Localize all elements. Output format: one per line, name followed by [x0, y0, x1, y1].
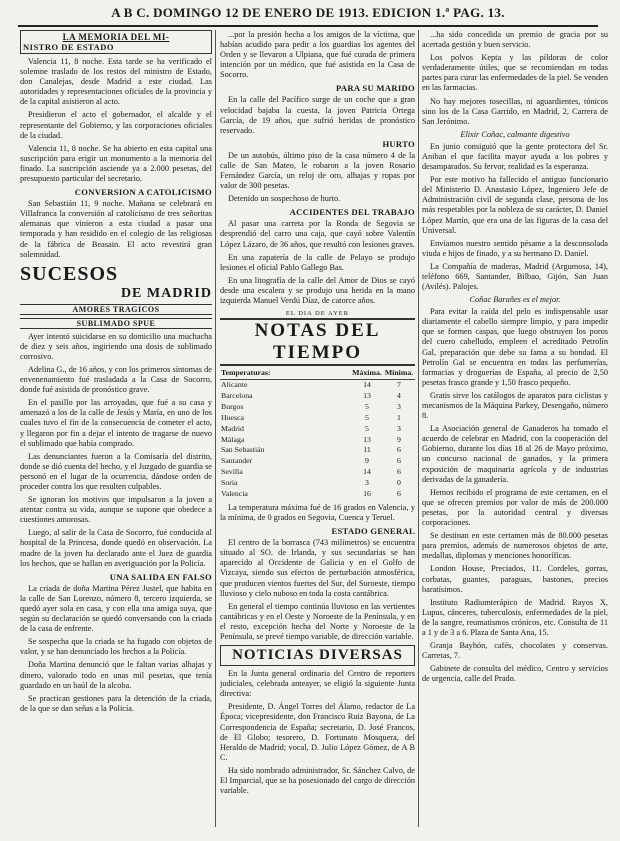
- paragraph: Adelina G., de 16 años, y con los primeros síntomas de envenenamiento fué trasladada a la Casa de Socorro, donde fué asistida de pronóstico grave.: [20, 364, 212, 395]
- paragraph: En junio consiguió que la gente protectora del Sr. Aniban el que facilita mayor ayuda a los pobres y desamparados. Su fervor, realidad es la esperanza.: [422, 141, 608, 172]
- temp-max-cell: 5: [365, 401, 369, 411]
- column-2: [220, 30, 415, 827]
- paragraph: London House, Preciados, 11. Cordeles, gorras, corbatas, guantes, paraguas, bastones, precios baratísimos.: [422, 564, 608, 594]
- temp-min-cell: 6: [397, 467, 401, 477]
- temp-min-cell: 4: [397, 390, 401, 400]
- column-rule: [418, 30, 419, 827]
- temp-max-cell: 13: [363, 390, 371, 400]
- subheading: PARA SU MARIDO: [336, 83, 415, 94]
- temp-city-cell: Alicante: [221, 379, 248, 389]
- temp-city-cell: Sevilla: [221, 467, 243, 477]
- paragraph: Presidente, D. Ángel Torres del Álamo, redactor de La Época; vicepresidente, don Francisco Ruiz Bayona, de La Correspondencia de España; secretario, D. José Francos, de El Globo; tesorero, D. Fortunato Mosquera, del Heraldo de Madrid; vocal, D. Julio López Gómez, de A B C.: [220, 702, 415, 762]
- paragraph: Instituto Radiumterápico de Madrid. Rayos X, Lupus, cánceres, tuberculosis, enfermedades de la piel, de la sangre, reumatismos crónicos, etc. Consulta de 11 a 1 y de 3 a 6. Plaza de Santa Ana, 15.: [422, 597, 608, 637]
- temp-city-cell: San Sebastián: [221, 445, 265, 455]
- subheading: SUBLIMADO SPUE: [20, 318, 212, 329]
- paragraph: Granja Bayhón, cafés, chocolates y conservas. Carretas, 7.: [422, 641, 608, 661]
- table-row: [220, 445, 415, 456]
- advert-line: Coñac Barañes es el mejor.: [469, 295, 561, 305]
- paragraph: Se destinan en este certamen más de 80.000 pesetas para premios, además de numerosos objetos de arte, medallas, diplomas y menciones honoríficas.: [422, 531, 608, 561]
- paragraph: Luego, al salir de la Casa de Socorro, fué conducida al hospital de la Princesa, donde quedó en observación. La madre de la joven ha declarado ante el Juez de guardia los hechos, que se hallan en averiguación por la Policía.: [20, 528, 212, 568]
- paragraph: Doña Martina denunció que le faltan varias alhajas y dinero, valorado todo en unas mil pesetas, que tenía guardado en un baúl de la alcoba.: [20, 660, 212, 690]
- temp-min-cell: 6: [397, 456, 401, 466]
- kicker: EL DIA DE AYER: [285, 310, 350, 318]
- table-row: [220, 424, 415, 435]
- temp-max-cell: 3: [365, 478, 369, 488]
- subheading: ESTADO GENERAL: [331, 526, 415, 537]
- paragraph: Gabinete de consulta del médico, Centro y servicios de urgencia, calle del Prado.: [422, 664, 608, 684]
- page-header: A B C. DOMINGO 12 DE ENERO DE 1913. EDICION 1.ª PAG. 13.: [18, 5, 598, 27]
- temp-max-cell: 13: [363, 434, 371, 444]
- temp-city-cell: Huesca: [221, 412, 244, 422]
- section-title-sucesos: SUCESOS: [20, 262, 119, 285]
- column-rule: [215, 30, 216, 827]
- temp-min-cell: 3: [397, 423, 401, 433]
- temp-min-cell: 3: [397, 401, 401, 411]
- temp-min-cell: 0: [397, 478, 401, 488]
- temp-max-cell: 5: [365, 423, 369, 433]
- paragraph: ...por la presión hecha a los amigos de la víctima, que habían acudido para pedir a los guardias los agentes del Orden y se llevaron a Ulpiana, que fué curada de primera intención por un médico, que fué asistida en la Casa de Socorro.: [220, 30, 415, 80]
- paragraph: Se sospecha que la criada se ha fugado con objetos de valor, y se han denunciado los hechos a la Policía.: [20, 637, 212, 657]
- paragraph: Hemos recibido el programa de este certamen, en el que se ofrecen premios por valor de más de 200.000 pesetas, por la autoridad central y diversas corporaciones.: [422, 487, 608, 528]
- paragraph: La temperatura máxima fué de 16 grados en Valencia, y la mínima, de 0 grados en Segovia, Cuenca y Teruel.: [220, 502, 415, 523]
- temp-city-cell: Barcelona: [221, 390, 253, 400]
- paragraph: San Sebastián 11, 9 noche. Mañana se celebrará en Villafranca la conversión al catolicismo de tres señoritas alemanas que vinieron a esta ciudad a pasar una temporada y han residido en el colegio de las religiosas de la fábrica de Beasain. El acto revestirá gran solemnidad.: [20, 199, 212, 259]
- temp-max-cell: 14: [363, 379, 371, 389]
- section-title-noticias: NOTICIAS DIVERSAS: [220, 645, 415, 666]
- paragraph: Valencia 11, 8 noche. Se ha abierto en esta capital una suscripción para erigir un monumento a la memoria del finado. La suscripción asciende ya a 2.000 pesetas, del presupuesto particular del secretario.: [20, 143, 212, 184]
- temp-min-cell: 6: [397, 489, 401, 499]
- table-row: [220, 402, 415, 413]
- table-row: [220, 391, 415, 402]
- temp-min-cell: 7: [397, 379, 401, 389]
- subheading: AMORES TRAGICOS: [20, 304, 212, 315]
- paragraph: Gratis sirve los catálogos de aparatos para ciclistas y mecanismos de la Máquina Parkey, Desengaño, número 8.: [422, 390, 608, 421]
- temp-city-cell: Burgos: [221, 401, 244, 411]
- paragraph: La criada de doña Martina Pérez Justel, que habita en la calle de San Lorenzo, número 8, tercero izquierda, se quedó ayer sola en casa, y con ella una amiga suya, que según su declaración se quedó conversando con la criada de la casa de enfrente.: [20, 583, 212, 634]
- paragraph: Presidieron el acto el gobernador, el alcalde y el representante del Gobierno, y las corporaciones oficiales de la ciudad.: [20, 110, 212, 140]
- paragraph: ...ha sido concedida un premio de gracia por su acertada gestión y buen servicio.: [422, 30, 608, 50]
- paragraph: Por este motivo ha fallecido el antiguo funcionario del Ministerio D. Anastasio López, Ingeniero Jefe de Administración civil de segunda clase, persona de los más respetables por la nobleza de su carácter, D. Daniel López Martín, que era una de las figuras de la casa del Universal.: [422, 175, 608, 235]
- advert-line: Elixir Coñac, calmante digestivo: [460, 129, 570, 139]
- table-row: [220, 379, 415, 390]
- paragraph: Ha sido nombrado administrador, Sr. Sánchez Calvo, de El Imparcial, que se ha posesionado del cargo de dirección variable.: [220, 765, 415, 796]
- paragraph: En general el tiempo continúa lluvioso en las vertientes cantábricas y en el Oeste y Noroeste de la Península, y en el resto, excepción hecha del Norte y Noroeste de la Península, se prevé tiempo variable, de dirección variable.: [220, 601, 415, 641]
- paragraph: En el pasillo por las arroyadas, que fué a su casa y amenazó a los de la calle de Jesús y María, en uno de los cuales tuvo el fin de la consecuencia de cometer el acto, y llegaron por fin a dejar el intento de tragarse de nuevo el sublimado que había comprado.: [20, 398, 212, 448]
- table-header: Mínima.: [383, 368, 415, 379]
- subheading: UNA SALIDA EN FALSO: [109, 571, 212, 582]
- section-title-notas: NOTAS DEL TIEMPO: [220, 318, 415, 366]
- table-row: [220, 489, 415, 500]
- temp-city-cell: Santander: [221, 456, 253, 466]
- table-row: [220, 478, 415, 489]
- paragraph: En una zapatería de la calle de Pelayo se produjo lesiones el oficial Pablo Gallego Bas.: [220, 252, 415, 272]
- paragraph: La Compañía de maderas, Madrid (Argumosa, 14), teléfono 669, Santander, Bilbao, Gijón, San Juan (Avilés). Palojes.: [422, 261, 608, 292]
- temp-max-cell: 14: [363, 467, 371, 477]
- paragraph: La Asociación general de Ganaderos ha tomado el acuerdo de celebrar en Madrid, con la cooperación del Gobierno, durante los días 18 al 26 de Mayo próximo, un concurso nacional de ganados, y la primera exposición de maquinaria agrícola y de industrias derivadas de la ganadería.: [422, 424, 608, 484]
- table-row: [220, 467, 415, 478]
- paragraph: En la calle del Pacífico surge de un coche que a gran velocidad bajaba la cuesta, la joven Patricia Ortega García, de 19 años, que sufrió heridas de pronóstico reservado.: [220, 95, 415, 135]
- headline-memoria: LA MEMORIA DEL MI- NISTRO DE ESTADO: [20, 30, 212, 54]
- table-header: Máxima.: [351, 368, 383, 379]
- temp-city-cell: Soria: [221, 478, 238, 488]
- paragraph: Se ignoran los motivos que impulsaron a la joven a atentar contra su vida, aunque se supone que obedece a cuestiones amorosas.: [20, 495, 212, 525]
- temp-city-cell: Valencia: [221, 489, 248, 499]
- subheading: ACCIDENTES DEL TRABAJO: [289, 207, 415, 218]
- paragraph: Ayer intentó suicidarse en su domicilio una muchacha de diez y seis años, ingiriendo una dosis de sublimado corrosivo.: [20, 331, 212, 361]
- temperature-table: [220, 368, 415, 500]
- section-title-madrid: DE MADRID: [120, 285, 212, 301]
- temp-max-cell: 11: [363, 445, 371, 455]
- paragraph: En la Junta general ordinaria del Centro de reporters judiciales, celebrada anteayer, se eligió la siguiente Junta directiva:: [220, 669, 415, 699]
- subheading: HURTO: [382, 138, 415, 149]
- subheading: CONVERSION A CATOLICISMO: [74, 187, 212, 198]
- temp-city-cell: Málaga: [221, 434, 245, 444]
- table-row: [220, 435, 415, 446]
- temp-min-cell: 9: [397, 434, 401, 444]
- paragraph: Al pasar una carreta por la Ronda de Segovia se desprendió del carro una caja, que cayó sobre Valentín López Lázaro, de 36 años, que resultó con lesiones graves.: [220, 219, 415, 249]
- table-row: [220, 413, 415, 424]
- paragraph: No hay mejores tosecillas, ni aguardientes, tónicos sino los de la Casa Garrido, en Madrid, 2, Carrera de San Jerónimo.: [422, 96, 608, 126]
- paragraph: Las denunciantes fueron a la Comisaría del distrito, donde se dió cuenta del hecho, y el Juzgado de guardia se personó en el lugar de la ocurrencia, dándose orden de proceder contra los que resulten culpables.: [20, 451, 212, 491]
- paragraph: Enviamos nuestro sentido pésame a la desconsolada viuda e hijos de finado, y a su hermano D. Daniel.: [422, 238, 608, 258]
- table-row: [220, 456, 415, 467]
- temp-min-cell: 6: [397, 445, 401, 455]
- column-3: [422, 30, 608, 827]
- paragraph: Detenido un sospechoso de hurto.: [228, 194, 341, 204]
- column-1: [20, 30, 212, 827]
- temp-max-cell: 5: [365, 412, 369, 422]
- temp-min-cell: 1: [397, 412, 401, 422]
- paragraph: Para evitar la caída del pelo es indispensable usar diariamente el cabello siempre limpio, y para impedir que se formen caspas, que luego obstruyen los poros del cuero cabelludo, empleen el acreditado Petrolín Gal, preparación que debe su fama a su bondad. El Petrolín Gal se encuentra en todas las perfumerías, farmacias y droguerías de España, al precio de 2,50 pesetas frasco grande y 1,50 frasco pequeño.: [422, 307, 608, 387]
- temp-max-cell: 9: [365, 456, 369, 466]
- paragraph: Valencia 11, 8 noche. Esta tarde se ha verificado el solemne traslado de los restos del ministro de Estado, don Canalejas, desde Madrid a este ciudad. Las autoridades y representaciones oficiales de la provincia y de la capital asistieron al acto.: [20, 57, 212, 107]
- paragraph: El centro de la borrasca (743 milímetros) se encuentra situado al SO. de Irlanda, y sus secundarias se han aparecido al Occidente de Galicia y en el Golfo de Vizcaya, siendo sus efectos de perturbación atmosférica, que producen vientos fuertes del Sur, del Suroeste, tiempo lluvioso y cielo nuboso en toda la costa cantábrica.: [220, 538, 415, 598]
- paragraph: Se practican gestiones para la detención de la criada, de la que se dan señas a la Policía.: [20, 693, 212, 713]
- temp-max-cell: 16: [363, 489, 371, 499]
- temp-city-cell: Madrid: [221, 423, 244, 433]
- paragraph: De un autobús, último piso de la casa número 4 de la calle de San Mateo, le robaron a la joven Rosario Fernández García, un reloj de oro, alhajas y ropas por valor de 300 pesetas.: [220, 150, 415, 191]
- paragraph: En una litografía de la calle del Amor de Dios se cayó desde una escalera y se produjo una herida en la mano izquierda Manuel Verdú Díaz, de catorce años.: [220, 275, 415, 305]
- paragraph: Los polvos Kepta y las píldoras de color verdaderamente útiles, que se recomiendan en todas partes para curar las enfermedades de la piel. Se venden en las farmacias.: [422, 53, 608, 93]
- table-header: Temperaturas:: [220, 368, 351, 379]
